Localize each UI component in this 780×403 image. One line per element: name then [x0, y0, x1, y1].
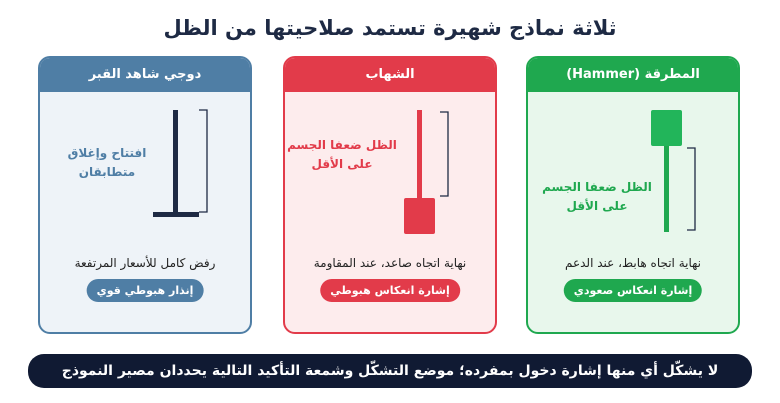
- gravestone-doji-annotation-line2: متطابقان: [78, 165, 136, 179]
- shooting-star-annotation-line2: على الأقل: [311, 157, 373, 171]
- card-gravestone-doji: [38, 56, 252, 334]
- card-header-gravestone-doji: دوجي شاهد القبر: [40, 58, 250, 92]
- shooting-star-candle-body: [404, 198, 435, 234]
- card-shooting-star: [283, 56, 497, 334]
- shooting-star-annotation-line1: الظل ضعفا الجسم: [287, 138, 397, 152]
- hammer-signal-badge: إشارة انعكاس صعودي: [564, 279, 702, 302]
- gravestone-doji-description: رفض كامل للأسعار المرتفعة: [74, 256, 216, 270]
- gravestone-doji-candle-wick: [173, 110, 178, 216]
- card-hammer: [526, 56, 740, 334]
- shooting-star-description: نهاية اتجاه صاعد، عند المقاومة: [313, 256, 467, 270]
- gravestone-doji-shadow-bracket: [199, 110, 207, 212]
- shooting-star-annotation: [285, 136, 399, 174]
- card-header-shooting-star: الشهاب: [285, 58, 495, 92]
- footer-warning-banner: لا يشكّل أي منها إشارة دخول بمفرده؛ موضع التشكّل وشمعة التأكيد التالية يحددان مصير النموذج: [28, 354, 752, 388]
- shooting-star-shadow-bracket: [440, 112, 448, 196]
- gravestone-doji-candle-body: [153, 212, 199, 217]
- page-title: ثلاثة نماذج شهيرة تستمد صلاحيتها من الظل: [163, 16, 617, 40]
- hammer-description: نهاية اتجاه هابط، عند الدعم: [564, 256, 702, 270]
- hammer-annotation-line2: على الأقل: [566, 199, 628, 213]
- gravestone-doji-annotation: [62, 144, 152, 182]
- shooting-star-signal-badge: إشارة انعكاس هبوطي: [320, 279, 460, 302]
- gravestone-doji-annotation-line1: افتتاح وإغلاق: [67, 146, 147, 160]
- hammer-candle-diagram: [528, 92, 738, 252]
- hammer-candle-body: [651, 110, 682, 146]
- hammer-annotation: [530, 178, 664, 216]
- hammer-shadow-bracket: [687, 148, 695, 230]
- card-header-hammer: المطرقة (Hammer): [528, 58, 738, 92]
- hammer-annotation-line1: الظل ضعفا الجسم: [542, 180, 652, 194]
- gravestone-doji-signal-badge: إنذار هبوطي قوي: [87, 279, 204, 302]
